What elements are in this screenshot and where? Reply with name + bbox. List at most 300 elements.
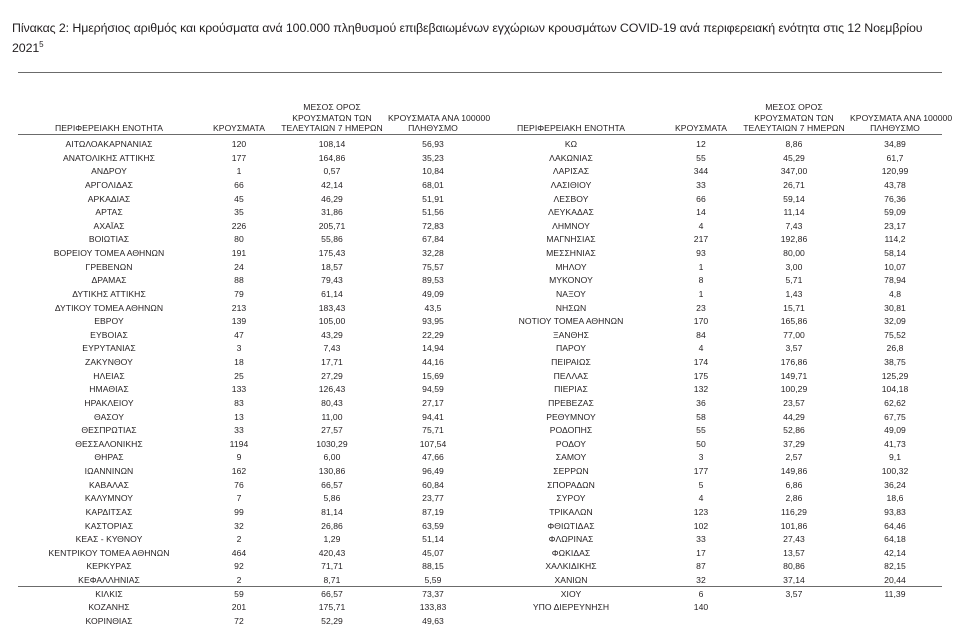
cell-avg7: 26,86 <box>321 520 343 531</box>
cell-region: ΠΑΡΟΥ <box>555 343 587 354</box>
cell-region: ΒΟΡΕΙΟΥ ΤΟΜΕΑ ΑΘΗΝΩΝ <box>53 248 165 258</box>
cell-cases: 140 <box>693 602 709 613</box>
cell-avg7: 45,29 <box>783 152 805 163</box>
cell-cases: 35 <box>234 207 244 218</box>
cell-region: ΦΘΙΩΤΙΔΑΣ <box>547 520 595 531</box>
cell-cases: 79 <box>234 288 244 299</box>
cell-per100k: 26,8 <box>886 343 904 354</box>
table-row <box>480 547 942 561</box>
table-row <box>18 233 480 247</box>
table-row <box>480 356 942 370</box>
cell-per100k: 64,18 <box>884 534 906 545</box>
cell-region: ΛΕΥΚΑΔΑΣ <box>548 207 594 218</box>
cell-cases: 80 <box>234 234 244 245</box>
cell-per100k: 5,59 <box>424 575 442 585</box>
cell-region: ΘΕΣΣΑΛΟΝΙΚΗΣ <box>75 438 143 449</box>
cell-avg7: 17,71 <box>321 357 343 367</box>
table-row <box>480 560 942 574</box>
cell-avg7: 101,86 <box>780 520 808 531</box>
cell-per100k: 89,53 <box>422 275 444 286</box>
table-row <box>480 370 942 384</box>
cell-avg7: 6,00 <box>323 452 341 463</box>
cell-region: ΕΥΒΟΙΑΣ <box>90 329 128 340</box>
cell-avg7: 43,29 <box>321 329 343 340</box>
cell-cases: 99 <box>234 506 244 517</box>
cell-avg7: 11,00 <box>321 411 343 422</box>
cell-cases: 32 <box>696 575 706 585</box>
cell-per100k: 30,81 <box>884 302 906 313</box>
cell-region: ΣΑΜΟΥ <box>555 452 587 463</box>
cell-region: ΚΟΖΑΝΗΣ <box>88 602 130 613</box>
cell-avg7: 27,29 <box>321 370 343 381</box>
cell-avg7: 77,00 <box>783 329 805 340</box>
cell-cases: 87 <box>696 561 706 572</box>
cell-cases: 14 <box>696 207 706 218</box>
cell-cases: 1 <box>236 166 242 177</box>
cell-region: ΡΟΔΟΠΗΣ <box>549 425 593 436</box>
regional-cases-table-left <box>18 96 491 629</box>
cell-region: ΛΑΚΩΝΙΑΣ <box>549 152 593 163</box>
cell-region: ΚΕΡΚΥΡΑΣ <box>86 561 132 572</box>
table-row <box>480 233 942 247</box>
table-row <box>480 479 942 493</box>
cell-region: ΑΡΤΑΣ <box>95 207 123 218</box>
cell-region: ΑΝΑΤΟΛΙΚΗΣ ΑΤΤΙΚΗΣ <box>62 152 156 163</box>
cell-region: ΚΕΦΑΛΛΗΝΙΑΣ <box>78 575 140 585</box>
cell-cases: 84 <box>696 329 706 340</box>
table-row <box>480 206 942 220</box>
cell-per100k: 56,93 <box>422 139 444 149</box>
table-row <box>480 492 942 506</box>
cell-per100k: 4,8 <box>888 288 902 299</box>
table-row <box>18 342 480 356</box>
cell-avg7: 0,57 <box>323 166 341 177</box>
cell-avg7: 61,14 <box>321 288 343 299</box>
table-row <box>18 179 480 193</box>
table-row <box>480 506 942 520</box>
cell-region: ΘΑΣΟΥ <box>94 411 124 422</box>
cell-cases: 93 <box>696 248 706 258</box>
cell-cases: 66 <box>696 193 706 204</box>
cell-cases: 217 <box>693 234 709 245</box>
table-header-row <box>480 96 942 138</box>
cell-cases: 191 <box>231 248 247 258</box>
cell-avg7: 126,43 <box>318 384 346 395</box>
cell-avg7: 66,57 <box>321 479 343 490</box>
table-row <box>480 451 942 465</box>
cell-per100k: 42,14 <box>884 547 906 558</box>
table-row <box>480 220 942 234</box>
cell-cases: 3 <box>236 343 242 354</box>
cell-region: ΘΕΣΠΡΩΤΙΑΣ <box>81 425 137 436</box>
cell-cases: 4 <box>698 220 704 231</box>
cell-region: ΑΡΚΑΔΙΑΣ <box>87 193 131 204</box>
cell-region: ΝΟΤΙΟΥ ΤΟΜΕΑ ΑΘΗΝΩΝ <box>518 316 624 327</box>
cell-region: ΧΑΛΚΙΔΙΚΗΣ <box>545 561 597 572</box>
table-row <box>480 193 942 207</box>
table-top-rule <box>18 72 942 73</box>
cell-avg7: 52,86 <box>783 425 805 436</box>
cell-per100k: 47,66 <box>422 452 444 463</box>
cell-per100k: 9,1 <box>888 452 902 463</box>
cell-cases: 33 <box>234 425 244 436</box>
table-row <box>18 506 480 520</box>
table-row <box>18 411 480 425</box>
cell-region: ΜΗΛΟΥ <box>555 261 587 272</box>
table-row <box>18 479 480 493</box>
cell-region: ΖΑΚΥΝΘΟΥ <box>85 357 133 367</box>
cell-per100k: 73,37 <box>422 588 444 599</box>
cell-per100k: 43,5 <box>424 302 442 313</box>
table-row <box>18 601 480 615</box>
cell-cases: 123 <box>693 506 709 517</box>
cell-per100k: 133,83 <box>419 602 447 613</box>
col-header-cases: ΚΡΟΥΣΜΑΤΑ <box>675 123 727 134</box>
cell-cases: 174 <box>693 357 709 367</box>
cell-region: ΑΡΓΟΛΙΔΑΣ <box>84 179 134 190</box>
table-row <box>480 274 942 288</box>
cell-cases: 33 <box>696 534 706 545</box>
cell-cases: 55 <box>696 425 706 436</box>
cell-per100k: 60,84 <box>422 479 444 490</box>
cell-cases: 4 <box>698 493 704 504</box>
cell-cases: 1 <box>698 261 704 272</box>
cell-per100k: 44,16 <box>422 357 444 367</box>
cell-per100k: 51,56 <box>422 207 444 218</box>
table-row <box>18 574 480 588</box>
cell-cases: 139 <box>231 316 247 327</box>
cell-cases: 18 <box>234 357 244 367</box>
cell-region: ΦΛΩΡΙΝΑΣ <box>548 534 594 545</box>
col-header-per100k: ΚΡΟΥΣΜΑΤΑ ΑΝΑ 100000 ΠΛΗΘΥΣΜΟ <box>850 112 953 134</box>
table-body-left <box>18 138 480 629</box>
cell-cases: 162 <box>231 466 247 476</box>
cell-avg7: 183,43 <box>318 302 346 313</box>
table-row <box>480 152 942 166</box>
table-row <box>480 165 942 179</box>
table-row <box>18 370 480 384</box>
cell-avg7: 130,86 <box>318 466 346 476</box>
table-row <box>480 383 942 397</box>
cell-per100k: 11,39 <box>884 588 906 599</box>
cell-avg7: 192,86 <box>780 234 808 245</box>
cell-avg7: 23,57 <box>783 397 805 408</box>
cell-avg7: 52,29 <box>321 615 343 626</box>
table-row <box>18 220 480 234</box>
cell-avg7: 11,14 <box>783 207 805 218</box>
cell-region: ΠΙΕΡΙΑΣ <box>554 384 588 395</box>
cell-avg7: 8,86 <box>785 139 803 149</box>
caption-line-1: Πίνακας 2: Ημερήσιος αριθμός και κρούσματα ανά 100.000 πληθυσμού επιβεβαιωμένων εγχώριων κρουσμάτων COVID-19 ανά περιφερειακή <box>12 21 775 35</box>
cell-per100k: 76,36 <box>884 193 906 204</box>
cell-region: ΛΑΣΙΘΙΟΥ <box>550 179 592 190</box>
cell-per100k: 62,62 <box>884 397 906 408</box>
cell-avg7: 165,86 <box>780 316 808 327</box>
cell-region: ΔΡΑΜΑΣ <box>91 275 127 286</box>
table-row <box>480 601 942 615</box>
cell-region: ΚΕΑΣ - ΚΥΘΝΟΥ <box>75 534 143 545</box>
table-row <box>480 397 942 411</box>
table-row <box>18 329 480 343</box>
cell-region: ΗΜΑΘΙΑΣ <box>89 384 129 395</box>
table-head-left <box>18 96 491 138</box>
table-row <box>18 383 480 397</box>
table-row <box>18 165 480 179</box>
cell-avg7: 1,43 <box>785 288 803 299</box>
cell-avg7: 149,71 <box>780 370 808 381</box>
cell-cases: 6 <box>698 588 704 599</box>
table-caption <box>12 18 948 58</box>
cell-avg7: 55,86 <box>321 234 343 245</box>
cell-cases: 23 <box>696 302 706 313</box>
table-row <box>480 329 942 343</box>
cell-avg7: 176,86 <box>780 357 808 367</box>
table-left-half <box>18 96 491 629</box>
cell-per100k: 94,59 <box>422 384 444 395</box>
cell-region: ΚΕΝΤΡΙΚΟΥ ΤΟΜΕΑ ΑΘΗΝΩΝ <box>48 547 170 558</box>
table-row <box>18 261 480 275</box>
cell-avg7: 6,86 <box>785 479 803 490</box>
cell-avg7: 80,86 <box>783 561 805 572</box>
cell-per100k <box>848 601 942 615</box>
table-row <box>480 302 942 316</box>
cell-cases: 36 <box>696 397 706 408</box>
cell-region: ΜΑΓΝΗΣΙΑΣ <box>546 234 596 245</box>
table-header-row <box>18 96 480 138</box>
table-row <box>480 574 942 588</box>
cell-per100k: 15,69 <box>422 370 444 381</box>
cell-avg7: 71,71 <box>321 561 343 572</box>
cell-region: ΛΗΜΝΟΥ <box>552 220 590 231</box>
table-row <box>480 179 942 193</box>
cell-cases: 201 <box>231 602 247 613</box>
cell-cases: 47 <box>234 329 244 340</box>
cell-region: ΛΕΣΒΟΥ <box>553 193 589 204</box>
cell-avg7 <box>740 601 848 615</box>
cell-per100k: 10,07 <box>884 261 906 272</box>
cell-cases: 226 <box>231 220 247 231</box>
cell-avg7: 18,57 <box>321 261 343 272</box>
cell-cases: 76 <box>234 479 244 490</box>
cell-avg7: 80,00 <box>783 248 805 258</box>
cell-region: ΡΕΘΥΜΝΟΥ <box>546 411 596 422</box>
cell-avg7: 27,43 <box>783 534 805 545</box>
cell-region: ΜΕΣΣΗΝΙΑΣ <box>546 248 596 258</box>
cell-region: ΗΡΑΚΛΕΙΟΥ <box>84 397 134 408</box>
table-row <box>480 465 942 479</box>
cell-avg7: 66,57 <box>321 588 343 599</box>
cell-avg7: 7,43 <box>785 220 803 231</box>
cell-per100k: 49,63 <box>422 615 444 626</box>
table-row <box>18 451 480 465</box>
cell-per100k: 87,19 <box>422 506 444 517</box>
cell-region: ΘΗΡΑΣ <box>94 452 124 463</box>
cell-per100k: 67,84 <box>422 234 444 245</box>
table-row <box>480 315 942 329</box>
col-header-avg7: ΜΕΣΟΣ ΟΡΟΣ ΚΡΟΥΣΜΑΤΩΝ ΤΩΝ ΤΕΛΕΥΤΑΙΩΝ 7 ΗΜΕΡΩΝ <box>743 102 845 134</box>
cell-per100k: 63,59 <box>422 520 444 531</box>
cell-region: ΕΒΡΟΥ <box>94 316 124 327</box>
cell-cases: 177 <box>693 466 709 476</box>
table-row <box>480 138 942 152</box>
cell-avg7: 108,14 <box>318 139 346 149</box>
cell-cases: 133 <box>231 384 247 395</box>
cell-per100k: 82,15 <box>884 561 906 572</box>
cell-cases: 2 <box>236 534 242 545</box>
cell-cases: 12 <box>696 139 706 149</box>
cell-avg7: 80,43 <box>321 397 343 408</box>
cell-per100k: 23,17 <box>884 220 906 231</box>
table-row <box>480 261 942 275</box>
table-row <box>480 424 942 438</box>
cell-region: ΚΑΡΔΙΤΣΑΣ <box>85 506 133 517</box>
cell-cases: 1 <box>698 288 704 299</box>
regional-cases-table-right <box>480 96 953 615</box>
cell-per100k: 67,75 <box>884 411 906 422</box>
cell-per100k: 64,46 <box>884 520 906 531</box>
cell-per100k: 58,14 <box>884 248 906 258</box>
cell-per100k: 107,54 <box>419 438 447 449</box>
cell-avg7: 8,71 <box>323 575 341 585</box>
table-row <box>480 247 942 261</box>
cell-region: ΚΑΒΑΛΑΣ <box>88 479 130 490</box>
cell-cases: 58 <box>696 411 706 422</box>
cell-cases: 9 <box>236 452 242 463</box>
cell-region: ΞΑΝΘΗΣ <box>552 329 590 340</box>
table-body-right <box>480 138 942 615</box>
cell-per100k: 35,23 <box>422 152 444 163</box>
cell-avg7: 5,71 <box>785 275 803 286</box>
cell-avg7: 79,43 <box>321 275 343 286</box>
cell-per100k: 41,73 <box>884 438 906 449</box>
table-row <box>480 342 942 356</box>
cell-per100k: 23,77 <box>422 493 444 504</box>
cell-per100k: 61,7 <box>886 152 904 163</box>
cell-cases: 177 <box>231 152 247 163</box>
table-row <box>18 492 480 506</box>
cell-region: ΛΑΡΙΣΑΣ <box>552 166 590 177</box>
table-body-container <box>18 96 953 629</box>
table-row <box>18 302 480 316</box>
cell-per100k: 51,91 <box>422 193 444 204</box>
cell-region: ΣΥΡΟΥ <box>556 493 586 504</box>
cell-region: ΝΑΞΟΥ <box>556 288 586 299</box>
cell-cases: 66 <box>234 179 244 190</box>
cell-region: ΑΝΔΡΟΥ <box>91 166 127 177</box>
col-header-cases: ΚΡΟΥΣΜΑΤΑ <box>213 123 265 134</box>
table-row <box>480 288 942 302</box>
cell-cases: 3 <box>698 452 704 463</box>
cell-per100k: 93,95 <box>422 316 444 327</box>
cell-avg7: 164,86 <box>318 152 346 163</box>
cell-cases: 344 <box>693 166 709 177</box>
cell-per100k: 32,28 <box>422 248 444 258</box>
cell-region: ΚΩ <box>564 139 578 149</box>
cell-avg7: 7,43 <box>323 343 341 354</box>
cell-region: ΣΕΡΡΩΝ <box>553 466 589 476</box>
cell-region: ΙΩΑΝΝΙΝΩΝ <box>84 466 134 476</box>
table-row <box>18 206 480 220</box>
cell-avg7: 175,43 <box>318 248 346 258</box>
cell-region: ΧΑΝΙΩΝ <box>554 575 588 585</box>
cell-avg7: 46,29 <box>321 193 343 204</box>
table-row <box>18 424 480 438</box>
cell-avg7: 3,00 <box>785 261 803 272</box>
table-row <box>18 274 480 288</box>
cell-region: ΠΕΛΛΑΣ <box>553 370 589 381</box>
cell-region: ΧΙΟΥ <box>560 588 582 599</box>
caption-footnote-marker: 5 <box>39 39 44 49</box>
cell-per100k: 68,01 <box>422 179 444 190</box>
cell-cases: 4 <box>698 343 704 354</box>
table-row <box>480 533 942 547</box>
cell-per100k: 14,94 <box>422 343 444 354</box>
cell-avg7: 347,00 <box>780 166 808 177</box>
cell-cases: 33 <box>696 179 706 190</box>
cell-cases: 7 <box>236 493 242 504</box>
cell-per100k: 125,29 <box>881 370 909 381</box>
cell-avg7: 420,43 <box>318 547 346 558</box>
cell-region: ΕΥΡΥΤΑΝΙΑΣ <box>82 343 136 354</box>
cell-avg7: 2,57 <box>785 452 803 463</box>
cell-per100k: 49,09 <box>884 425 906 436</box>
cell-region: ΚΙΛΚΙΣ <box>95 588 123 599</box>
cell-cases: 102 <box>693 520 709 531</box>
cell-cases: 2 <box>236 575 242 585</box>
table-row <box>18 547 480 561</box>
cell-per100k: 22,29 <box>422 329 444 340</box>
cell-cases: 132 <box>693 384 709 395</box>
cell-per100k: 88,15 <box>422 561 444 572</box>
cell-avg7: 116,29 <box>781 506 807 517</box>
cell-region: ΝΗΣΩΝ <box>555 302 587 313</box>
col-header-avg7: ΜΕΣΟΣ ΟΡΟΣ ΚΡΟΥΣΜΑΤΩΝ ΤΩΝ ΤΕΛΕΥΤΑΙΩΝ 7 ΗΜΕΡΩΝ <box>281 102 383 134</box>
cell-region: ΑΙΤΩΛΟΑΚΑΡΝΑΝΙΑΣ <box>65 139 153 149</box>
cell-avg7: 175,71 <box>318 602 346 613</box>
table-head-right <box>480 96 953 138</box>
cell-region: ΡΟΔΟΥ <box>555 438 587 449</box>
cell-per100k: 36,24 <box>884 479 906 490</box>
cell-per100k: 72,83 <box>422 220 444 231</box>
cell-avg7: 44,29 <box>783 411 805 422</box>
cell-per100k: 34,89 <box>884 139 906 149</box>
table-row <box>18 533 480 547</box>
cell-avg7: 3,57 <box>785 343 803 354</box>
cell-cases: 24 <box>234 261 244 272</box>
cell-cases: 1194 <box>229 438 249 449</box>
cell-cases: 45 <box>234 193 244 204</box>
cell-per100k: 94,41 <box>422 411 444 422</box>
cell-per100k: 49,09 <box>422 288 444 299</box>
table-row <box>18 138 480 152</box>
cell-per100k: 43,78 <box>884 179 906 190</box>
cell-cases: 50 <box>696 438 706 449</box>
cell-region: ΣΠΟΡΑΔΩΝ <box>547 479 595 490</box>
cell-per100k: 100,32 <box>881 466 909 476</box>
table-row <box>18 397 480 411</box>
table-row <box>18 193 480 207</box>
table-row <box>18 438 480 452</box>
table-row <box>18 588 480 602</box>
cell-region: ΠΕΙΡΑΙΩΣ <box>551 357 591 367</box>
cell-per100k: 18,6 <box>886 493 904 504</box>
cell-cases: 170 <box>693 316 709 327</box>
table-row <box>480 438 942 452</box>
cell-cases: 59 <box>234 588 244 599</box>
cell-region: ΥΠΟ ΔΙΕΡΕΥΝΗΣΗ <box>532 602 610 613</box>
cell-avg7: 100,29 <box>780 384 808 395</box>
table-row <box>18 615 480 629</box>
